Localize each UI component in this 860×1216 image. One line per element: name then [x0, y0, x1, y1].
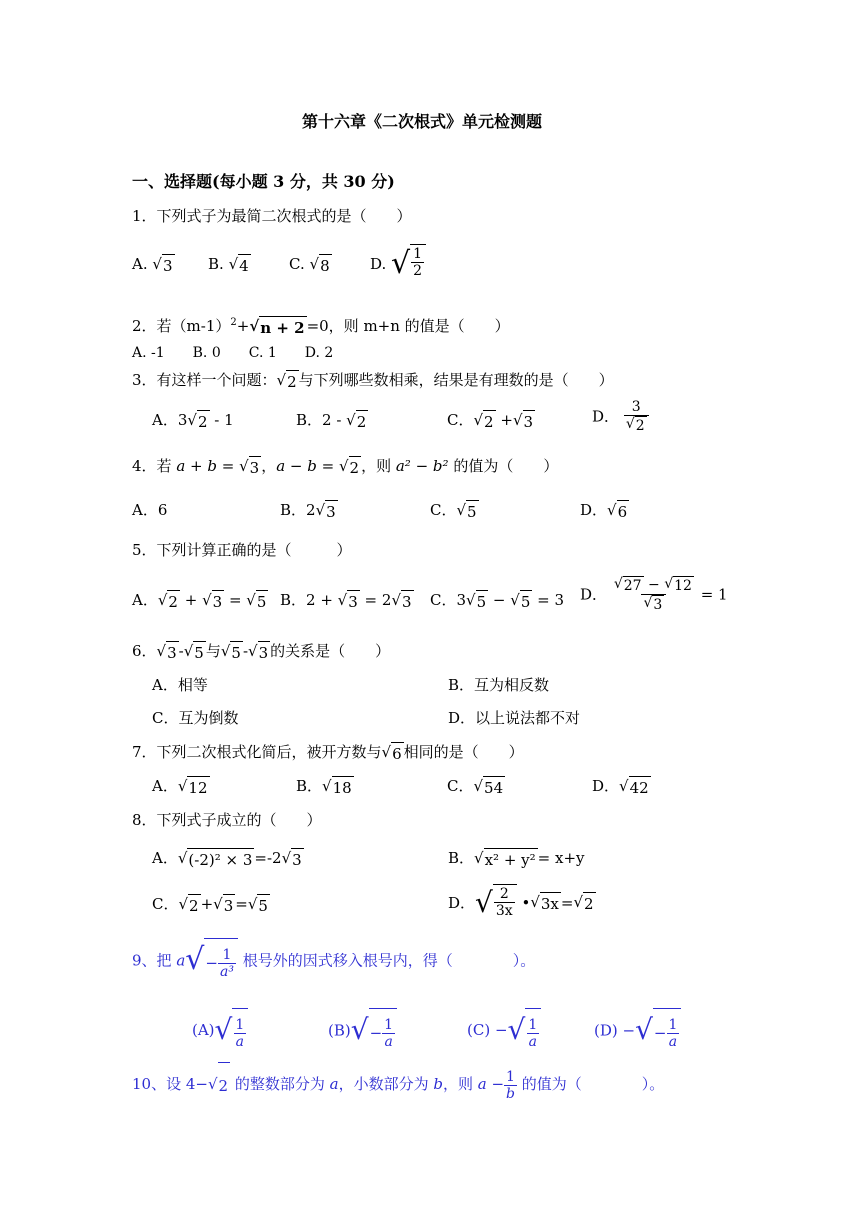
q4-option-b: B．2 √ 3 — [280, 501, 336, 521]
q8-option-a: A． √ (-2)² × 3 =-2 √ 3 — [152, 849, 302, 869]
q7-option-b: B． √ 18 — [296, 777, 352, 797]
q6-option-b: B．互为相反数 — [448, 676, 550, 694]
q9-option-c: (C) − √ $\frac{1}{a}$ — [467, 1008, 541, 1054]
q8-option-d: D． √ $\frac{2}{3x}$ • √ 3x = √ 2 — [448, 884, 596, 922]
q3-option-b: B．2 - √ 2 — [296, 411, 367, 431]
q6-option-c: C．互为倒数 — [152, 709, 239, 727]
q8-option-c: C． √ 2 + √ 3 = √ 5 — [152, 895, 268, 915]
q6-stem: 6． √ 3 - √ 5 与 √ 5 - √ 3 的关系是（ ） — [132, 642, 391, 662]
q4-stem: 4．若 a + b = √ 3 ，a − b = √ 2 ，则 a² − b² 的值为（ ） — [132, 457, 559, 477]
q4-option-a: A．6 — [132, 501, 168, 519]
q6-option-a: A．相等 — [152, 676, 208, 694]
q5-option-d: D． √ 27 − √ 12 √ 3 = 1 — [580, 576, 728, 613]
q5-option-c: C．3 √ 5 − √ 5 = 3 — [430, 591, 565, 611]
q1-option-d: D. √ $\frac{1}{2}$ — [370, 244, 426, 284]
q4-option-c: C． √ 5 — [430, 501, 477, 521]
q1-stem: 1．下列式子为最简二次根式的是（ ） — [132, 207, 412, 225]
q5-option-b: B．2 + √ 3 = 2 √ 3 — [280, 591, 412, 611]
q2-stem: 2．若$(m-1)^2+$ √ n + 2 =0，则 m+n 的值是（ ） — [132, 317, 510, 337]
q8-stem: 8．下列式子成立的（ ） — [132, 811, 322, 829]
q1-option-c: C. √ 8 — [289, 255, 330, 275]
q6-option-d: D．以上说法都不对 — [448, 709, 581, 727]
q3-option-d: D． 3 √ 2 — [592, 399, 649, 434]
q5-stem: 5．下列计算正确的是（ ） — [132, 541, 352, 559]
q9-option-d: (D) − √ − $\frac{1}{a}$ — [594, 1008, 681, 1055]
q8-option-b: B． √ x² + y² = x+y — [448, 849, 585, 869]
page-title: 第十六章《二次根式》单元检测题 — [302, 112, 543, 131]
q3-option-c: C． √ 2 + √ 3 — [447, 411, 534, 431]
q7-option-d: D． √ 42 — [592, 777, 649, 797]
q10-stem: 10、设 4− √ 2 的整数部分为 a，小数部分为 b，则 a − $\frac{1}{b}$ 的值为（ ）。 — [132, 1062, 664, 1108]
q7-stem: 7．下列二次根式化简后，被开方数与 √ 6 相同的是（ ） — [132, 743, 524, 763]
q1-option-a: A. √ 3 — [132, 255, 173, 275]
q3-option-a: A．3 √ 2 - 1 — [152, 411, 234, 431]
q2-options: A. -1 B. 0 C. 1 D. 2 — [132, 345, 334, 361]
q9-stem: 9、把 a √ − $\frac{1}{\text{a³}}$ 根号外的因式移入根号内，得（ ）。 — [132, 938, 535, 985]
section-heading: 一、选择题(每小题 3 分，共 30 分) — [132, 172, 395, 191]
q9-option-b: (B) √ − $\frac{1}{a}$ — [328, 1008, 397, 1055]
q7-option-c: C． √ 54 — [447, 777, 504, 797]
q3-stem: 3．有这样一个问题： √ 2 与下列哪些数相乘，结果是有理数的是（ ） — [132, 371, 614, 391]
q4-option-d: D． √ 6 — [580, 501, 628, 521]
q5-option-a: A． √ 2 + √ 3 = √ 5 — [132, 591, 267, 611]
q1-option-b: B. √ 4 — [208, 255, 249, 275]
q7-option-a: A． √ 12 — [152, 777, 208, 797]
q9-option-a: (A) √ $\frac{1}{a}$ — [192, 1008, 248, 1054]
